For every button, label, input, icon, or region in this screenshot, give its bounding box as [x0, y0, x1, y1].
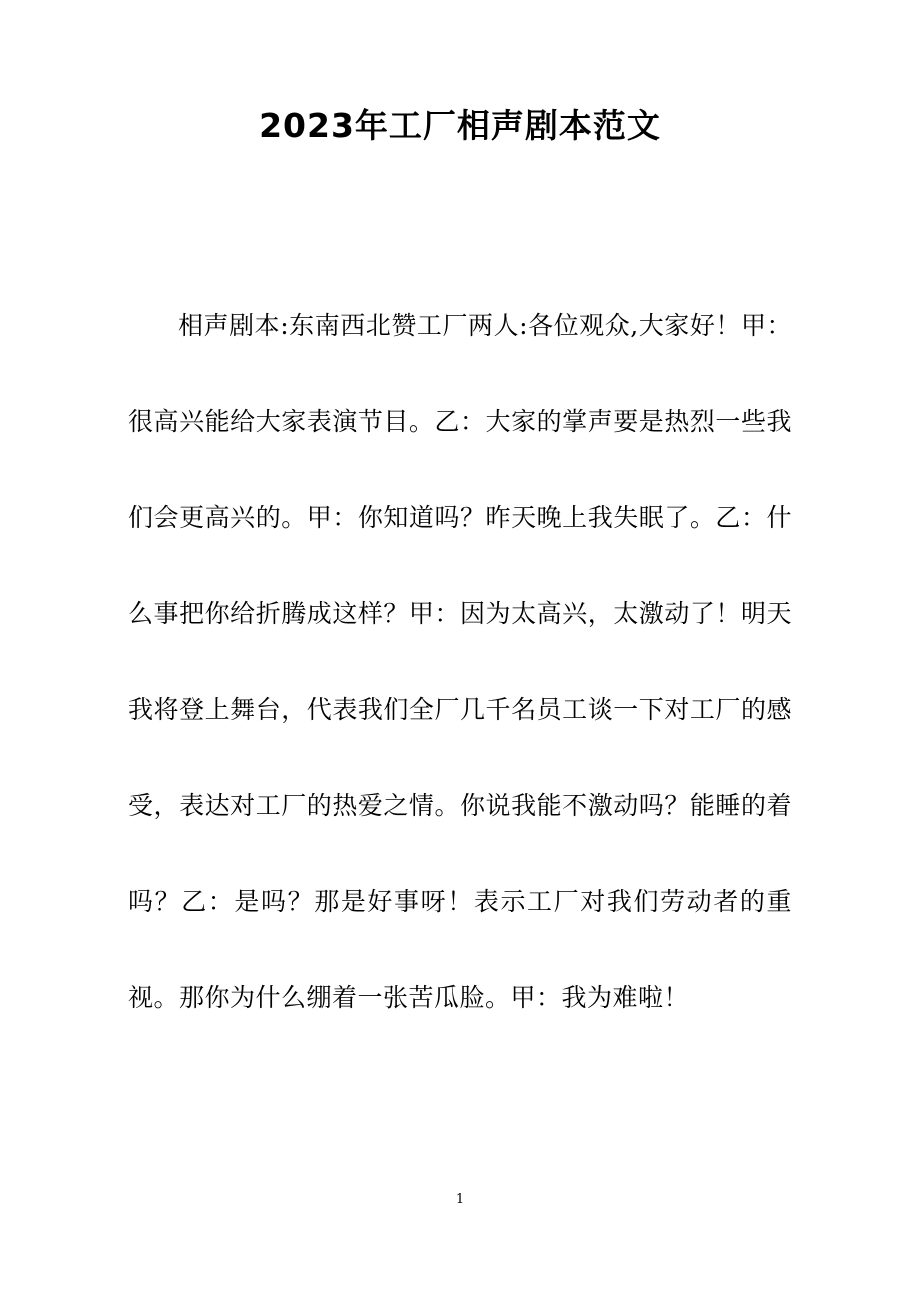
page-number: 1 [455, 1192, 465, 1207]
page-title: 2023年工厂相声剧本范文 [259, 106, 661, 145]
document-body [128, 278, 792, 1046]
body-paragraph: 相声剧本:东南西北赞工厂两人:各位观众,大家好！甲：很高兴能给大家表演节目。乙：大家的掌声要是热烈一些我们会更高兴的。甲：你知道吗？昨天晚上我失眠了。乙：什么事把你给折腾成这样？甲：因为太高兴，太激动了！明天我将登上舞台，代表我们全厂几千名员工谈一下对工厂的感受，表达对工厂的热爱之情。你说我能不激动吗？能睡的着吗？乙：是吗？那是好事呀！表示工厂对我们劳动者的重视。那你为什么绷着一张苦瓜脸。甲：我为难啦！ [128, 311, 792, 1012]
